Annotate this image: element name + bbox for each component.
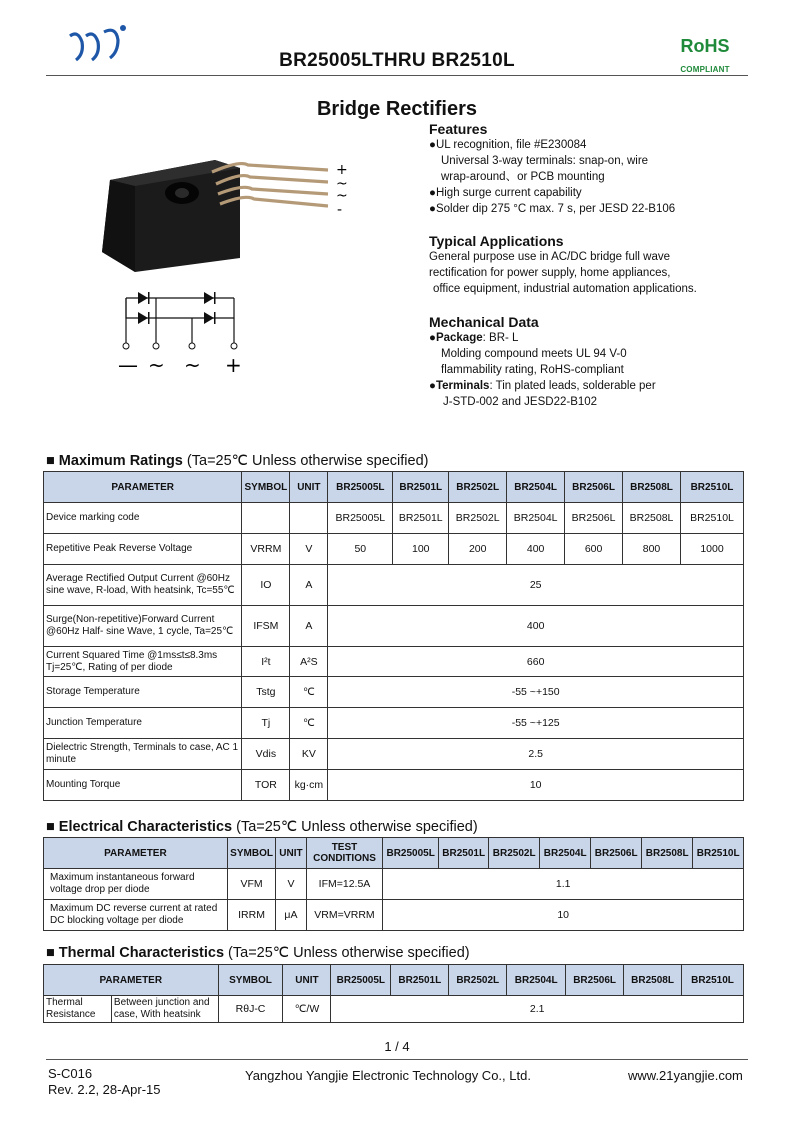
col-header: BR2502L [449, 472, 507, 503]
param-cell: Surge(Non-repetitive)Forward Current @60Hz Half- sine Wave, 1 cycle, Ta=25℃ [44, 606, 242, 647]
value-cell: 600 [565, 534, 623, 565]
value-cell: 1.1 [383, 869, 744, 900]
applications-section [429, 233, 759, 297]
rohs-compliant: COMPLIANT [680, 65, 730, 74]
unit-cell: ℃/W [283, 996, 331, 1023]
col-header: BR2506L [565, 472, 623, 503]
col-header: BR2501L [391, 965, 449, 996]
value-cell: 400 [328, 606, 744, 647]
value-cell: BR2502L [449, 503, 507, 534]
table-row [44, 900, 744, 931]
symbol-cell: I²t [242, 647, 290, 677]
schematic-ac2-label: ~ [184, 353, 201, 377]
thermal-heading: ■ Thermal Characteristics (Ta=25℃ Unless otherwise specified) [46, 945, 470, 961]
col-header: SYMBOL [227, 838, 275, 869]
param-cell: Current Squared Time @1ms≤t≤8.3ms Tj=25℃, Rating of per diode [44, 647, 242, 677]
terminals-detail: J-STD-002 and JESD22-B102 [443, 396, 598, 408]
unit-cell: V [276, 869, 306, 900]
param-cell: Maximum DC reverse current at rated DC blocking voltage per diode [44, 900, 228, 931]
col-header: BR2510L [682, 965, 744, 996]
symbol-cell: IRRM [227, 900, 275, 931]
unit-cell: ℃ [290, 708, 328, 739]
feature-item: wrap-around、or PCB mounting [441, 171, 605, 183]
table-row [44, 869, 744, 900]
value-cell: 2.1 [331, 996, 744, 1023]
pin-minus-label: - [337, 202, 343, 218]
pin-ac2-label: ~ [336, 188, 348, 204]
unit-cell: A²S [290, 647, 328, 677]
value-cell: 1000 [680, 534, 743, 565]
param-cell: Device marking code [44, 503, 242, 534]
package-detail: Molding compound meets UL 94 V-0 [441, 348, 627, 360]
elec-heading: ■ Electrical Characteristics (Ta=25℃ Unless otherwise specified) [46, 819, 478, 835]
rohs-label: RoHS [680, 36, 730, 56]
col-header: PARAMETER [44, 965, 219, 996]
param-cell: Storage Temperature [44, 677, 242, 708]
symbol-cell [242, 503, 290, 534]
symbol-cell: VFM [227, 869, 275, 900]
col-header: BR25005L [383, 838, 439, 869]
symbol-cell: Vdis [242, 739, 290, 770]
symbol-cell: RθJ-C [218, 996, 283, 1023]
table-row [44, 565, 744, 606]
thermal-condition: (Ta=25℃ Unless otherwise specified) [228, 945, 470, 961]
col-header: BR25005L [328, 472, 393, 503]
value-cell: 50 [328, 534, 393, 565]
rohs-badge [676, 36, 734, 74]
thermal-table [43, 964, 744, 1023]
col-header: BR2506L [591, 838, 642, 869]
applications-line: General purpose use in AC/DC bridge full wave [429, 251, 670, 263]
value-cell: 200 [449, 534, 507, 565]
terminals-value: : Tin plated leads, solderable per [489, 380, 656, 392]
col-header: BR2502L [449, 965, 507, 996]
value-cell: 800 [623, 534, 681, 565]
col-header: UNIT [290, 472, 328, 503]
mechanical-section [429, 314, 759, 410]
col-header: PARAMETER [44, 838, 228, 869]
value-cell: BR2508L [623, 503, 681, 534]
package-value: : BR- L [482, 332, 519, 344]
condition-cell: IFM=12.5A [306, 869, 383, 900]
col-header: BR2508L [624, 965, 682, 996]
schematic-minus-label: — [118, 353, 138, 377]
bridge-schematic [110, 288, 250, 380]
table-row [44, 677, 744, 708]
schematic-ac1-label: ~ [148, 353, 165, 377]
feature-item: Universal 3-way terminals: snap-on, wire [441, 155, 649, 167]
document-title: BR25005LTHRU BR2510L [279, 50, 515, 71]
package-detail: flammability rating, RoHS-compliant [441, 364, 624, 376]
col-header: UNIT [276, 838, 306, 869]
param-cell: Junction Temperature [44, 708, 242, 739]
table-row [44, 503, 744, 534]
unit-cell: kg·cm [290, 770, 328, 801]
table-row [44, 770, 744, 801]
unit-cell: μA [276, 900, 306, 931]
page-heading: Bridge Rectifiers [316, 98, 478, 120]
max-ratings-heading: ■ Maximum Ratings (Ta=25℃ Unless otherwise specified) [46, 453, 429, 469]
param-detail-cell: Between junction and case, With heatsink [111, 996, 218, 1023]
col-header: SYMBOL [242, 472, 290, 503]
value-cell: -55 ~+125 [328, 708, 744, 739]
value-cell: 25 [328, 565, 744, 606]
value-cell: 100 [393, 534, 449, 565]
revision: Rev. 2.2, 28-Apr-15 [48, 1082, 161, 1097]
value-cell: 10 [328, 770, 744, 801]
table-row [44, 534, 744, 565]
terminals-line: ●Terminals: Tin plated leads, solderable per [429, 380, 656, 392]
param-cell: Mounting Torque [44, 770, 242, 801]
value-cell: 2.5 [328, 739, 744, 770]
col-header: BR25005L [331, 965, 391, 996]
col-header: TEST CONDITIONS [306, 838, 383, 869]
mechanical-title: Mechanical Data [429, 314, 539, 330]
elec-table [43, 837, 744, 931]
website-link[interactable]: www.21yangjie.com [628, 1068, 743, 1083]
features-title: Features [429, 121, 488, 137]
terminals-label: Terminals [435, 380, 490, 392]
max-ratings-condition: (Ta=25℃ Unless otherwise specified) [186, 453, 429, 469]
value-cell: 10 [383, 900, 744, 931]
param-cell: Repetitive Peak Reverse Voltage [44, 534, 242, 565]
page-number: 1 / 4 [384, 1039, 410, 1054]
value-cell: 660 [328, 647, 744, 677]
thermal-title: Thermal Characteristics [58, 945, 225, 961]
value-cell: BR2501L [393, 503, 449, 534]
col-header: BR2510L [693, 838, 744, 869]
col-header: BR2508L [641, 838, 693, 869]
pin-plus-label: + [336, 162, 348, 178]
col-header: BR2508L [623, 472, 681, 503]
col-header: SYMBOL [218, 965, 283, 996]
symbol-cell: IO [242, 565, 290, 606]
value-cell: BR25005L [328, 503, 393, 534]
feature-item: ●UL recognition, file #E230084 [429, 139, 587, 151]
col-header: BR2510L [680, 472, 743, 503]
value-cell: 400 [507, 534, 565, 565]
table-row [44, 996, 744, 1023]
param-cell: Average Rectified Output Current @60Hz sine wave, R-load, With heatsink, Tc=55℃ [44, 565, 242, 606]
unit-cell [290, 503, 328, 534]
feature-item: ●High surge current capability [429, 187, 582, 199]
applications-line: rectification for power supply, home appliances, [429, 267, 671, 279]
col-header: BR2501L [393, 472, 449, 503]
unit-cell: KV [290, 739, 328, 770]
col-header: BR2502L [489, 838, 540, 869]
table-row [44, 739, 744, 770]
applications-title: Typical Applications [429, 233, 564, 249]
footer-rule [46, 1059, 748, 1060]
symbol-cell: IFSM [242, 606, 290, 647]
pin-ac1-label: ~ [336, 176, 348, 192]
param-cell: Maximum instantaneous forward voltage drop per diode [44, 869, 228, 900]
table-row [44, 606, 744, 647]
col-header: BR2501L [438, 838, 489, 869]
elec-condition: (Ta=25℃ Unless otherwise specified) [236, 819, 478, 835]
col-header: UNIT [283, 965, 331, 996]
table-row [44, 708, 744, 739]
elec-title: Electrical Characteristics [58, 819, 233, 835]
col-header: BR2504L [507, 472, 565, 503]
param-cell: Dielectric Strength, Terminals to case, AC 1 minute [44, 739, 242, 770]
features-section [429, 121, 759, 217]
value-cell: BR2510L [680, 503, 743, 534]
param-cell: Thermal Resistance [44, 996, 112, 1023]
col-header: BR2506L [566, 965, 624, 996]
col-header: BR2504L [507, 965, 566, 996]
header-rule [46, 75, 748, 76]
schematic-plus-label: + [225, 353, 242, 377]
symbol-cell: VRRM [242, 534, 290, 565]
symbol-cell: Tj [242, 708, 290, 739]
col-header: BR2504L [539, 838, 591, 869]
value-cell: BR2504L [507, 503, 565, 534]
doc-code: S-C016 [48, 1066, 93, 1081]
value-cell: -55 ~+150 [328, 677, 744, 708]
max-ratings-table [43, 471, 744, 801]
table-row [44, 647, 744, 677]
symbol-cell: TOR [242, 770, 290, 801]
product-image [90, 140, 360, 280]
symbol-cell: Tstg [242, 677, 290, 708]
unit-cell: ℃ [290, 677, 328, 708]
condition-cell: VRM=VRRM [306, 900, 383, 931]
max-ratings-title: Maximum Ratings [58, 453, 183, 469]
col-header: PARAMETER [44, 472, 242, 503]
unit-cell: A [290, 606, 328, 647]
company-name: Yangzhou Yangjie Electronic Technology Co., Ltd. [245, 1068, 531, 1083]
package-line: ●Package: BR- L [429, 332, 519, 344]
value-cell: BR2506L [565, 503, 623, 534]
unit-cell: A [290, 565, 328, 606]
feature-item: ●Solder dip 275 °C max. 7 s, per JESD 22-B106 [429, 203, 676, 215]
package-label: Package [435, 332, 483, 344]
applications-line: office equipment, industrial automation applications. [433, 283, 697, 295]
unit-cell: V [290, 534, 328, 565]
